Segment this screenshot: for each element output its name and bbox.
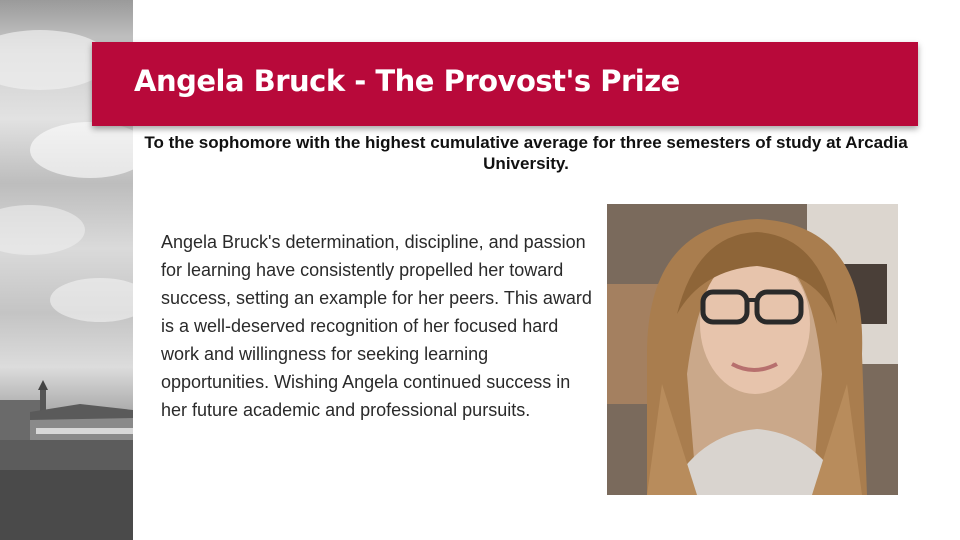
title-bar: [92, 42, 918, 126]
award-description: To the sophomore with the highest cumulative average for three semesters of study at Arcadia University.: [144, 133, 908, 173]
slide-title: Angela Bruck - The Provost's Prize: [134, 64, 680, 98]
body-paragraph: Angela Bruck's determination, discipline, and passion for learning have consistently propelled her toward success, setting an example for her peers. This award is a well-deserved recognition of her focused hard work and willingness for seeking learning opportunities. Wishing Angela continued success in her future academic and professional pursuits.: [161, 232, 592, 420]
portrait-graphic: [607, 204, 898, 495]
portrait-photo: [607, 204, 898, 495]
